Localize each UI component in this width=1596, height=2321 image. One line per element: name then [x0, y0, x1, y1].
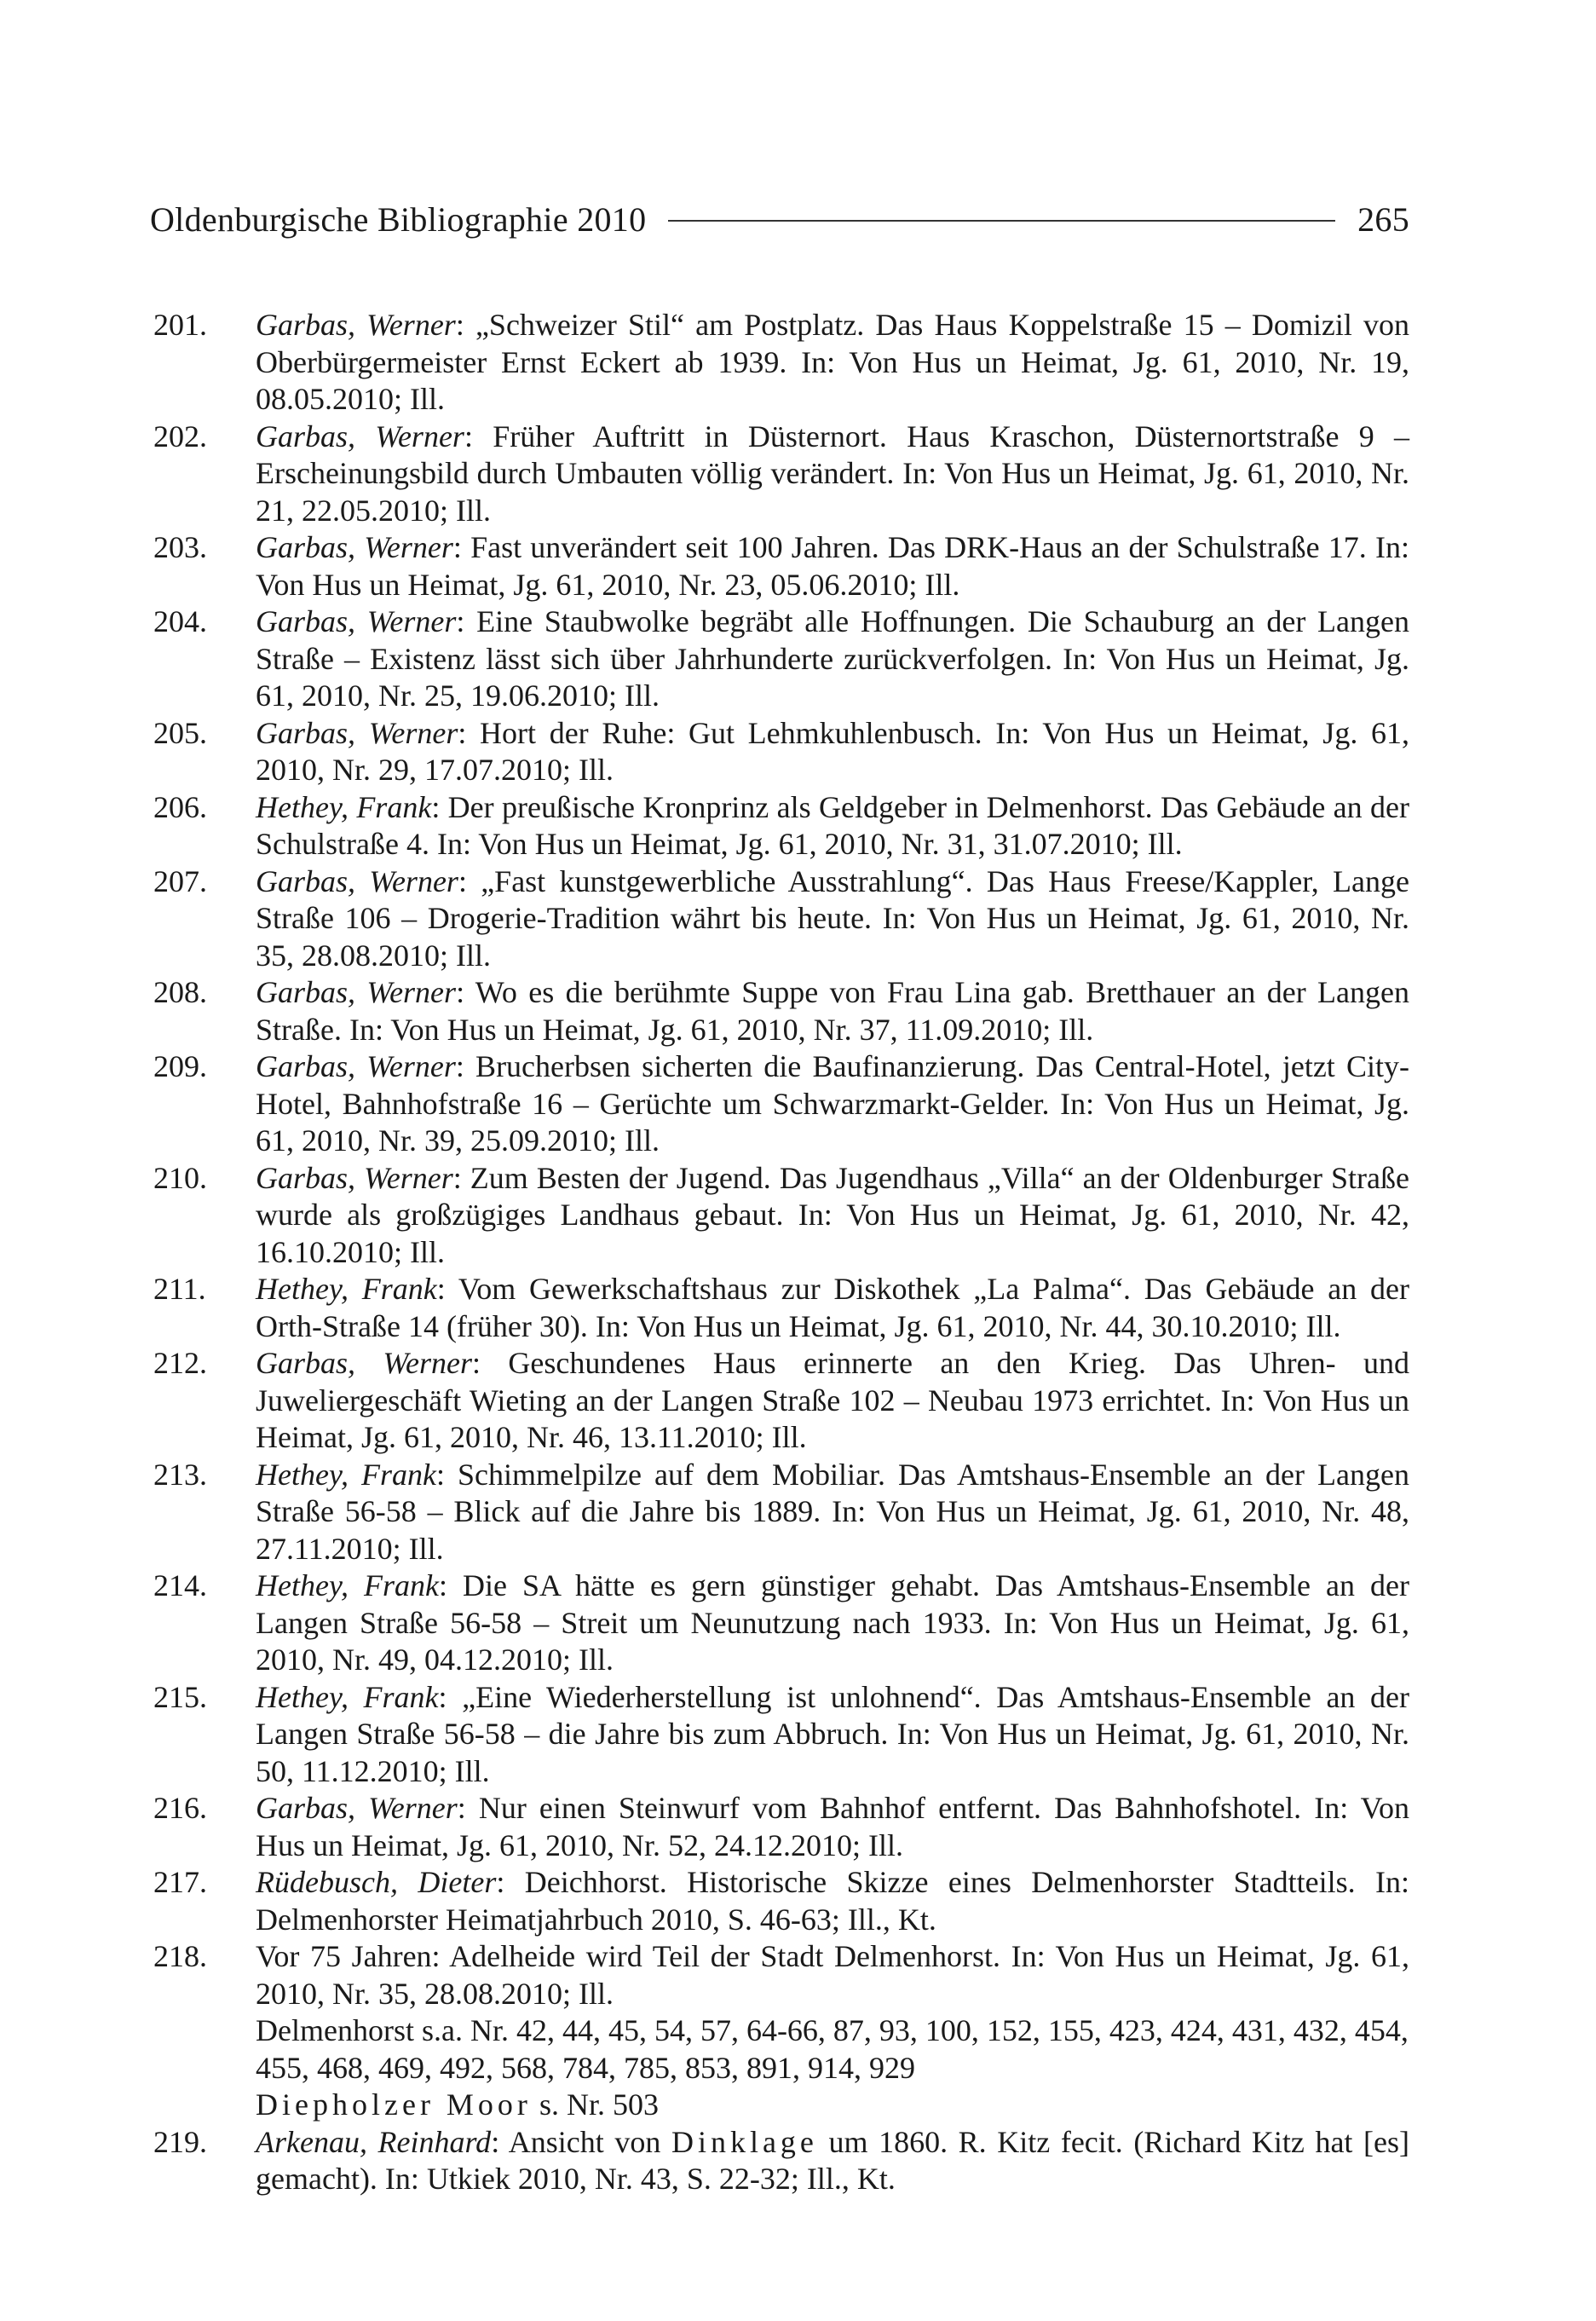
list-item [150, 1457, 1409, 1568]
entry-number: 212. [153, 1346, 207, 1380]
list-item [150, 1345, 1409, 1457]
entry-text: Vor 75 Jahren: Adelheide wird Teil der Stadt Delmenhorst. In: Von Hus un Heimat, Jg. 61, 2010, Nr. 35, 28.08.2010; Ill. [256, 1939, 1409, 2011]
list-item [150, 1048, 1409, 1160]
entry-number: 218. [153, 1939, 207, 1973]
crossref-place-name: Diepholzer Moor [256, 2087, 532, 2122]
list-item [150, 1938, 1409, 2012]
entry-number: 206. [153, 789, 207, 824]
entry-text: : Deichhorst. Historische Skizze eines Delmenhorster Stadtteils. In: Delmenhorster Heimatjahrbuch 2010, S. 46-63; Ill., Kt. [256, 1865, 1409, 1937]
entry-number: 208. [153, 975, 207, 1009]
entry-text: : Die SA hätte es gern günstiger gehabt. Das Amtshaus-Ensemble an der Langen Straße 56-58 – Streit um Neunutzung nach 1933. In: Von Hus un Heimat, Jg. 61, 2010, Nr. 49, 04.12.2010; Ill. [256, 1568, 1409, 1677]
entry-text: : Ansicht von [491, 2124, 671, 2159]
entry-text: : Geschundenes Haus erinnerte an den Krieg. Das Uhren- und Juweliergeschäft Wieting an der Langen Straße 102 – Neubau 1973 errichtet. In: Von Hus un Heimat, Jg. 61, 2010, Nr. 46, 13.11.2010; Ill. [256, 1346, 1409, 1454]
entry-number: 219. [153, 2124, 207, 2159]
entry-text: : Schimmelpilze auf dem Mobiliar. Das Amtshaus-Ensemble an der Langen Straße 56-58 – Blick auf die Jahre bis 1889. In: Von Hus un Heimat, Jg. 61, 2010, Nr. 48, 27.11.2010; Ill. [256, 1457, 1409, 1566]
crossref-reference: s. Nr. 503 [531, 2087, 659, 2122]
list-item [150, 1864, 1409, 1938]
entry-author: Garbas, Werner [256, 308, 456, 342]
entry-author: Hethey, Frank [256, 1272, 437, 1306]
entry-author: Rüdebusch, Dieter [256, 1865, 497, 1899]
entry-author: Garbas, Werner [256, 1346, 473, 1380]
entry-number: 201. [153, 308, 207, 342]
entry-text: : Hort der Ruhe: Gut Lehmkuhlenbusch. In: Von Hus un Heimat, Jg. 61, 2010, Nr. 29, 17.07.2010; Ill. [256, 715, 1409, 787]
list-item [150, 419, 1409, 530]
entry-number: 205. [153, 715, 207, 750]
entry-text: : Wo es die berühmte Suppe von Frau Lina gab. Bretthauer an der Langen Straße. In: Von Hus un Heimat, Jg. 61, 2010, Nr. 37, 11.09.2010; Ill. [256, 975, 1410, 1047]
entry-author: Garbas, Werner [256, 715, 458, 750]
list-item [150, 307, 1409, 419]
entry-number: 216. [153, 1791, 207, 1825]
header-title: Oldenburgische Bibliographie 2010 [150, 199, 647, 239]
entry-number: 202. [153, 419, 207, 453]
entry-author: Garbas, Werner [256, 975, 457, 1009]
entry-number: 203. [153, 530, 207, 564]
list-item [150, 1568, 1409, 1679]
entry-text-continued: um 1860. R. Kitz fecit. (Richard Kitz hat [es] gemacht). In: Utkiek 2010, Nr. 43, S. 22-32; Ill., Kt. [256, 2124, 1409, 2196]
entry-number: 217. [153, 1865, 207, 1899]
entry-list [150, 307, 1409, 2198]
page-number: 265 [1357, 199, 1409, 239]
list-item [150, 789, 1409, 863]
entry-author: Garbas, Werner [256, 863, 458, 898]
list-item [150, 1160, 1409, 1272]
entry-author: Hethey, Frank [256, 789, 432, 824]
list-item [150, 2124, 1409, 2198]
entry-author: Garbas, Werner [256, 1791, 458, 1825]
entry-text: : Eine Staubwolke begräbt alle Hoffnungen. Die Schauburg an der Langen Straße – Existenz lässt sich über Jahrhunderte zurückverfolgen. In: Von Hus un Heimat, Jg. 61, 2010, Nr. 25, 19.06.2010; Ill. [256, 604, 1409, 713]
entry-text: : Nur einen Steinwurf vom Bahnhof entfernt. Das Bahnhofshotel. In: Von Hus un Heimat, Jg. 61, 2010, Nr. 52, 24.12.2010; Ill. [256, 1791, 1410, 1862]
entry-author: Hethey, Frank [256, 1568, 439, 1602]
entry-number: 215. [153, 1679, 207, 1714]
entry-number: 207. [153, 863, 207, 898]
crossref-delmenhorst: Delmenhorst s.a. Nr. 42, 44, 45, 54, 57, 64-66, 87, 93, 100, 152, 155, 423, 424, 431, 432, 454, 455, 468, 469, 492, 568, 784, 785, 853, 891, 914, 929 [256, 2013, 1409, 2085]
entry-text: : Brucherbsen sicherten die Baufinanzierung. Das Central-Hotel, jetzt City-Hotel, Bahnhofstraße 16 – Gerüchte um Schwarzmarkt-Gelder. In: Von Hus un Heimat, Jg. 61, 2010, Nr. 39, 25.09.2010; Ill. [256, 1049, 1409, 1158]
entry-text: : „Eine Wiederherstellung ist unlohnend“. Das Amtshaus-Ensemble an der Langen Straße 56-58 – die Jahre bis zum Abbruch. In: Von Hus un Heimat, Jg. 61, 2010, Nr. 50, 11.12.2010; Ill. [256, 1679, 1409, 1788]
entry-number: 209. [153, 1049, 207, 1083]
list-item [150, 974, 1409, 1048]
entry-author: Garbas, Werner [256, 419, 464, 453]
list-item [150, 1679, 1409, 1791]
entry-author: Hethey, Frank [256, 1457, 436, 1492]
entry-author: Hethey, Frank [256, 1679, 439, 1714]
list-item [150, 603, 1409, 715]
entry-text: : „Fast kunstgewerbliche Ausstrahlung“. Das Haus Freese/Kappler, Lange Straße 106 – Drogerie-Tradition währt bis heute. In: Von Hus un Heimat, Jg. 61, 2010, Nr. 35, 28.08.2010; Ill. [256, 863, 1409, 973]
entry-author: Arkenau, Reinhard [256, 2124, 492, 2159]
entry-text: : „Schweizer Stil“ am Postplatz. Das Haus Koppelstraße 15 – Domizil von Oberbürgermeister Ernst Eckert ab 1939. In: Von Hus un Heimat, Jg. 61, 2010, Nr. 19, 08.05.2010; Ill. [256, 308, 1409, 416]
header-rule [668, 220, 1335, 222]
list-item [150, 1271, 1409, 1345]
crossref-diepholzer-moor [150, 2087, 1409, 2124]
entry-text: : Vom Gewerkschaftshaus zur Diskothek „La Palma“. Das Gebäude an der Orth-Straße 14 (früher 30). In: Von Hus un Heimat, Jg. 61, 2010, Nr. 44, 30.10.2010; Ill. [256, 1272, 1409, 1343]
entry-number: 214. [153, 1568, 207, 1602]
list-item [150, 715, 1409, 789]
list-item [150, 863, 1409, 975]
entry-text: : Früher Auftritt in Düsternort. Haus Kraschon, Düsternortstraße 9 – Erscheinungsbild durch Umbauten völlig verändert. In: Von Hus un Heimat, Jg. 61, 2010, Nr. 21, 22.05.2010; Ill. [256, 419, 1409, 528]
entry-spaced-place: Dinklage [671, 2124, 818, 2159]
list-item [150, 1790, 1409, 1864]
entry-text: : Der preußische Kronprinz als Geldgeber in Delmenhorst. Das Gebäude an der Schulstraße 4. In: Von Hus un Heimat, Jg. 61, 2010, Nr. 31, 31.07.2010; Ill. [256, 789, 1409, 861]
running-head [150, 198, 1409, 240]
list-item [150, 529, 1409, 603]
entry-number: 204. [153, 604, 207, 638]
entry-text: : Fast unverändert seit 100 Jahren. Das DRK-Haus an der Schulstraße 17. In: Von Hus un Heimat, Jg. 61, 2010, Nr. 23, 05.06.2010; Ill. [256, 530, 1409, 602]
entry-text: : Zum Besten der Jugend. Das Jugendhaus „Villa“ an der Oldenburger Straße wurde als großzügiges Landhaus gebaut. In: Von Hus un Heimat, Jg. 61, 2010, Nr. 42, 16.10.2010; Ill. [256, 1160, 1409, 1269]
entry-author: Garbas, Werner [256, 530, 453, 564]
entry-number: 210. [153, 1160, 207, 1195]
entry-author: Garbas, Werner [256, 1049, 456, 1083]
entry-author: Garbas, Werner [256, 604, 457, 638]
entry-number: 211. [153, 1272, 206, 1306]
entry-author: Garbas, Werner [256, 1160, 453, 1195]
entry-number: 213. [153, 1457, 207, 1492]
